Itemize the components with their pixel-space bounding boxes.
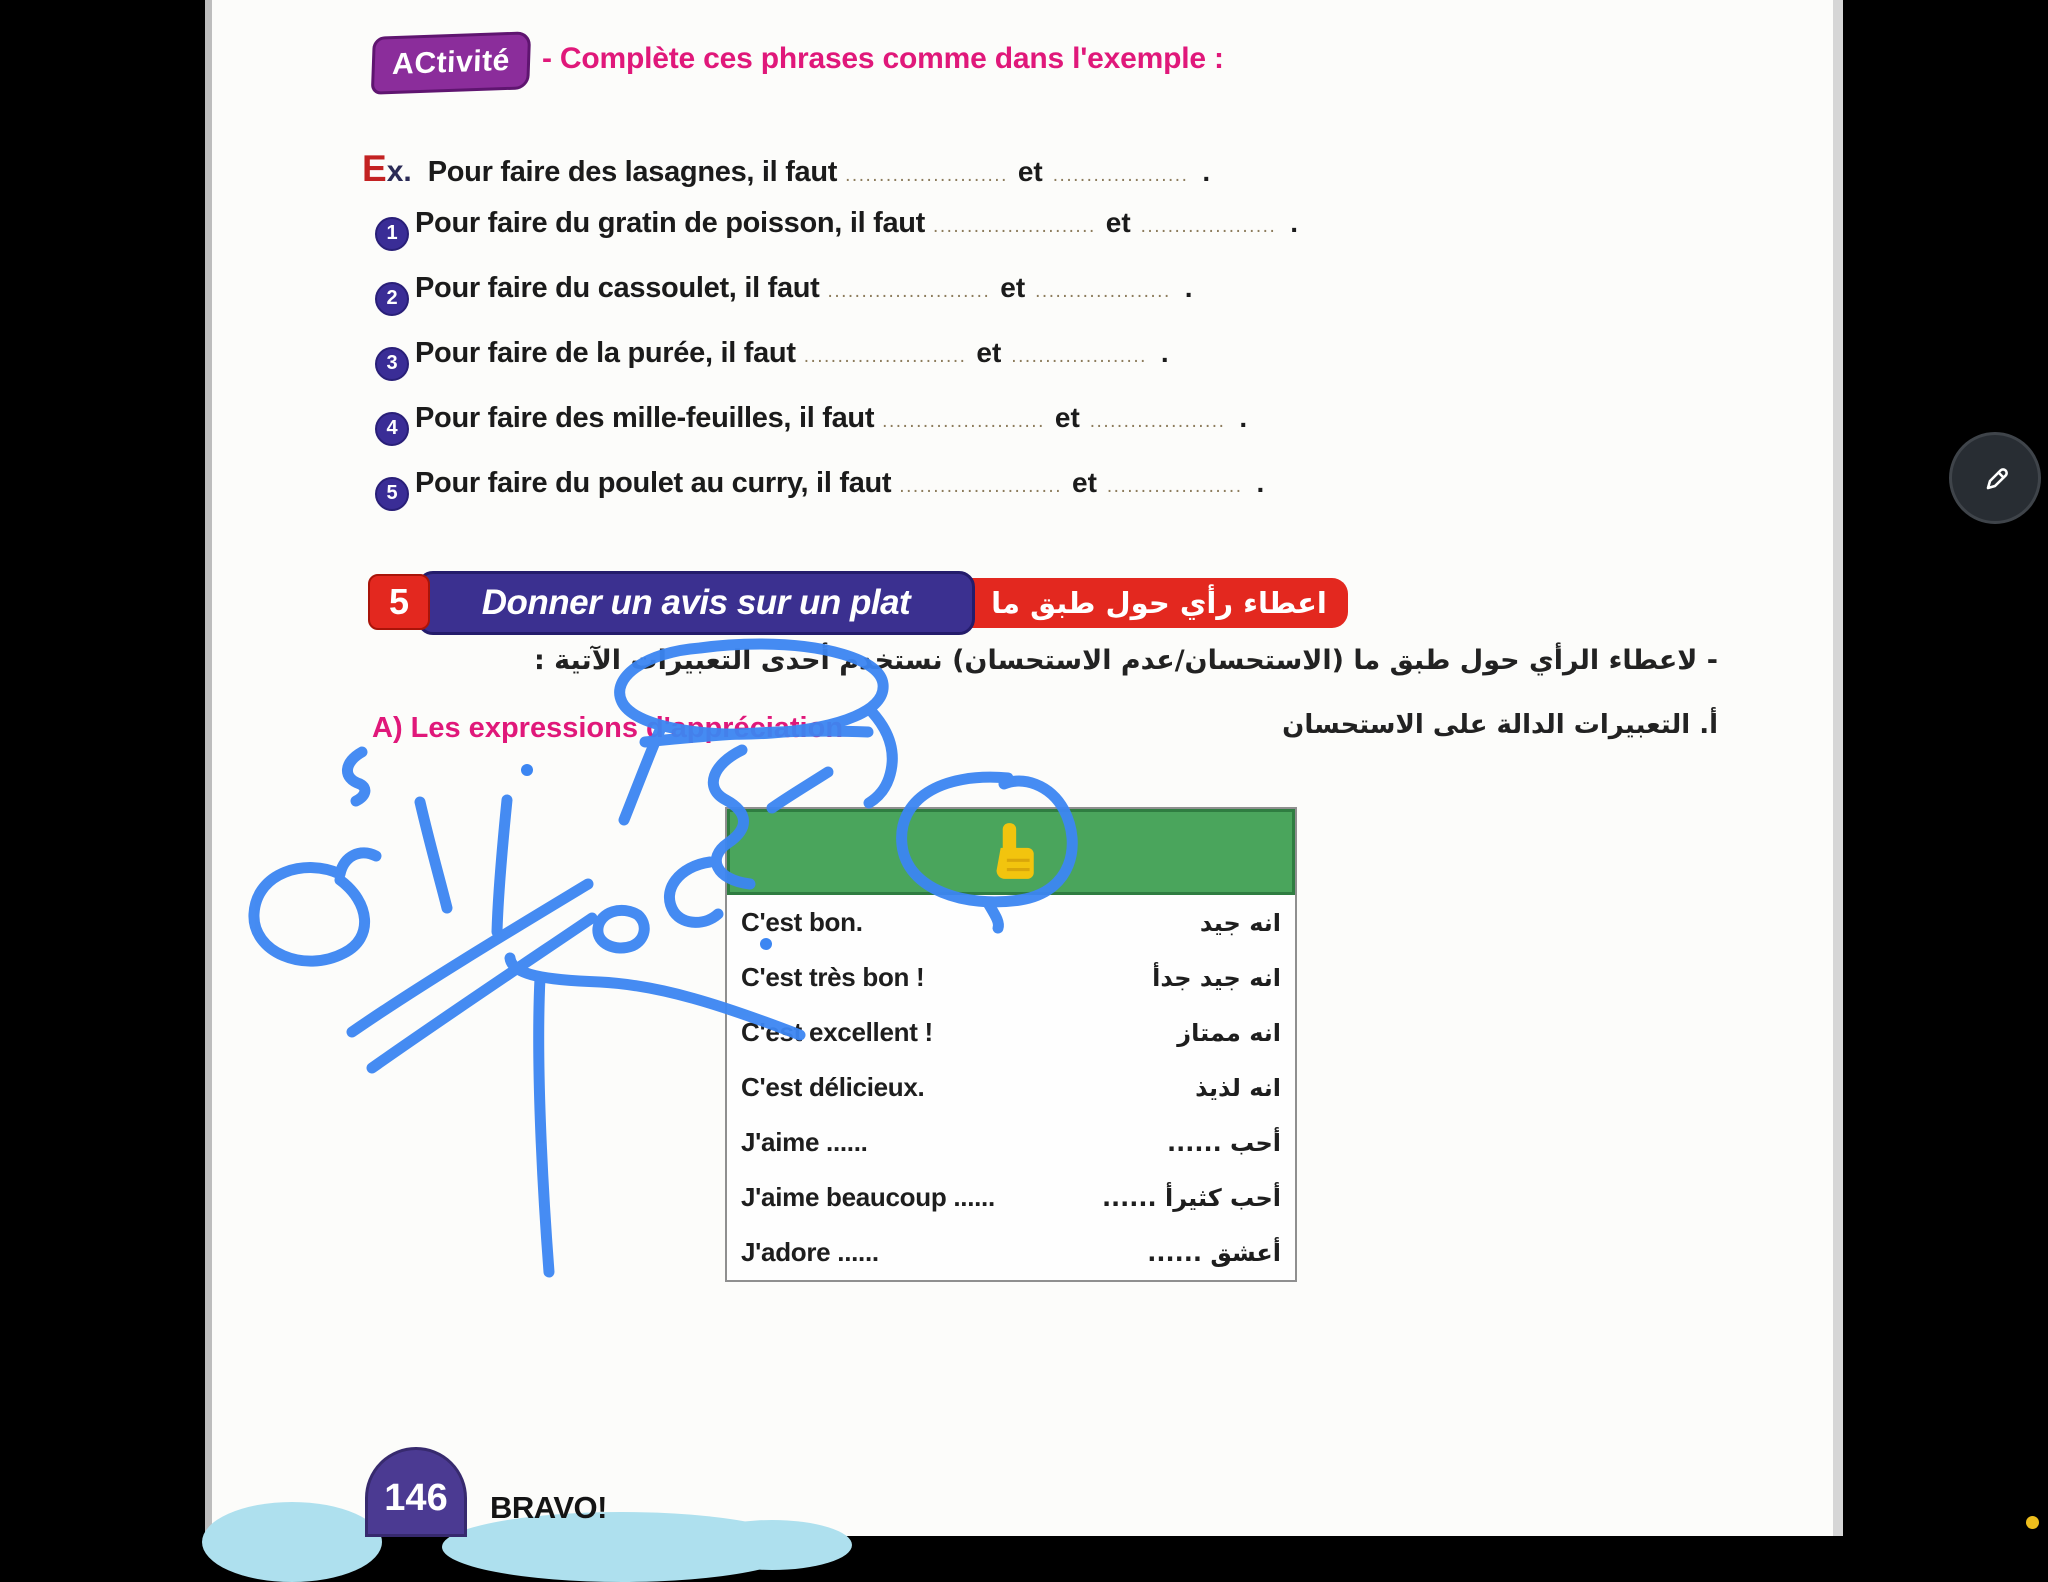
item-number: 2 [375, 282, 409, 316]
example-text: Pour faire des lasagnes, il faut [427, 156, 838, 188]
table-row: C'est délicieux. انه لذيذ [741, 1072, 1281, 1102]
exercise-item: 5 Pour faire du poulet au curry, il faut ........................ et .................... . [375, 467, 1264, 511]
table-row: C'est bon. انه جيد [741, 907, 1281, 937]
pen-color-dot [2026, 1516, 2039, 1529]
thumbs-up-icon [982, 821, 1040, 883]
section-banner-title: Donner un avis sur un plat [417, 571, 975, 635]
appreciation-table [725, 807, 1297, 1282]
blank-line: .................... [1140, 216, 1277, 237]
blank-line: ........................ [882, 411, 1045, 432]
table-header [727, 809, 1295, 895]
blank-line: .................... [1035, 281, 1171, 302]
exercise-item: 4 Pour faire des mille-feuilles, il faut ........................ et .................... . [375, 402, 1247, 446]
example-prefix: E [362, 148, 387, 189]
section-number-badge: 5 [368, 574, 430, 630]
item-number: 4 [375, 412, 409, 446]
worksheet-page [212, 0, 1833, 1536]
footer-wave [692, 1520, 852, 1570]
item-number: 1 [375, 217, 409, 251]
blank-line: ........................ [803, 346, 967, 367]
exercise-item: 1 Pour faire du gratin de poisson, il faut ........................ et .................... . [375, 207, 1298, 251]
blank-line: ........................ [933, 216, 1096, 237]
item-number: 5 [375, 477, 409, 511]
subsection-title-arabic: أ. التعبيرات الدالة على الاستحسان [1282, 710, 1718, 740]
blank-line: .................... [1052, 165, 1189, 186]
activity-instruction: - Complète ces phrases comme dans l'exemple : [542, 42, 1224, 75]
footer-wave [202, 1502, 382, 1582]
blank-line: ........................ [845, 165, 1008, 186]
table-row: J'aime beaucoup ...... أحب كثيرأ ...... [741, 1182, 1281, 1212]
blank-line: .................... [1089, 411, 1226, 432]
page-number-badge: 146 [365, 1447, 467, 1537]
table-row: J'aime ...... أحب ...... [741, 1127, 1281, 1157]
section-banner-arabic: اعطاء رأي حول طبق ما [940, 578, 1348, 628]
edit-pen-button[interactable] [1949, 432, 2041, 524]
blank-line: .................... [1011, 346, 1147, 367]
blank-line: ........................ [899, 476, 1062, 497]
example-line: Ex. Pour faire des lasagnes, il faut ........................ et .................... . [362, 148, 1211, 189]
exercise-item: 3 Pour faire de la purée, il faut ........................ et .................... . [375, 337, 1169, 381]
table-row: J'adore ...... أعشق ...... [741, 1237, 1281, 1267]
section-intro-arabic: - لاعطاء الرأي حول طبق ما (الاستحسان/عدم الاستحسان) نستخدم أحدى التعبيرات الآتية : [533, 645, 1718, 676]
activity-badge: ACtivité [371, 31, 531, 94]
pencil-icon [1971, 454, 2019, 502]
exercise-item: 2 Pour faire du cassoulet, il faut ........................ et .................... . [375, 272, 1193, 316]
table-row: C'est très bon ! انه جيد جدأ [741, 962, 1281, 992]
subsection-title-french: A) Les expressions d'appréciation [372, 712, 844, 744]
page-left-edge [205, 0, 212, 1536]
table-row: C'est excellent ! انه ممتاز [741, 1017, 1281, 1047]
blank-line: .................... [1106, 476, 1243, 497]
item-number: 3 [375, 347, 409, 381]
blank-line: ........................ [827, 281, 991, 302]
page-right-edge [1833, 0, 1843, 1536]
bravo-label: BRAVO! [490, 1490, 607, 1525]
